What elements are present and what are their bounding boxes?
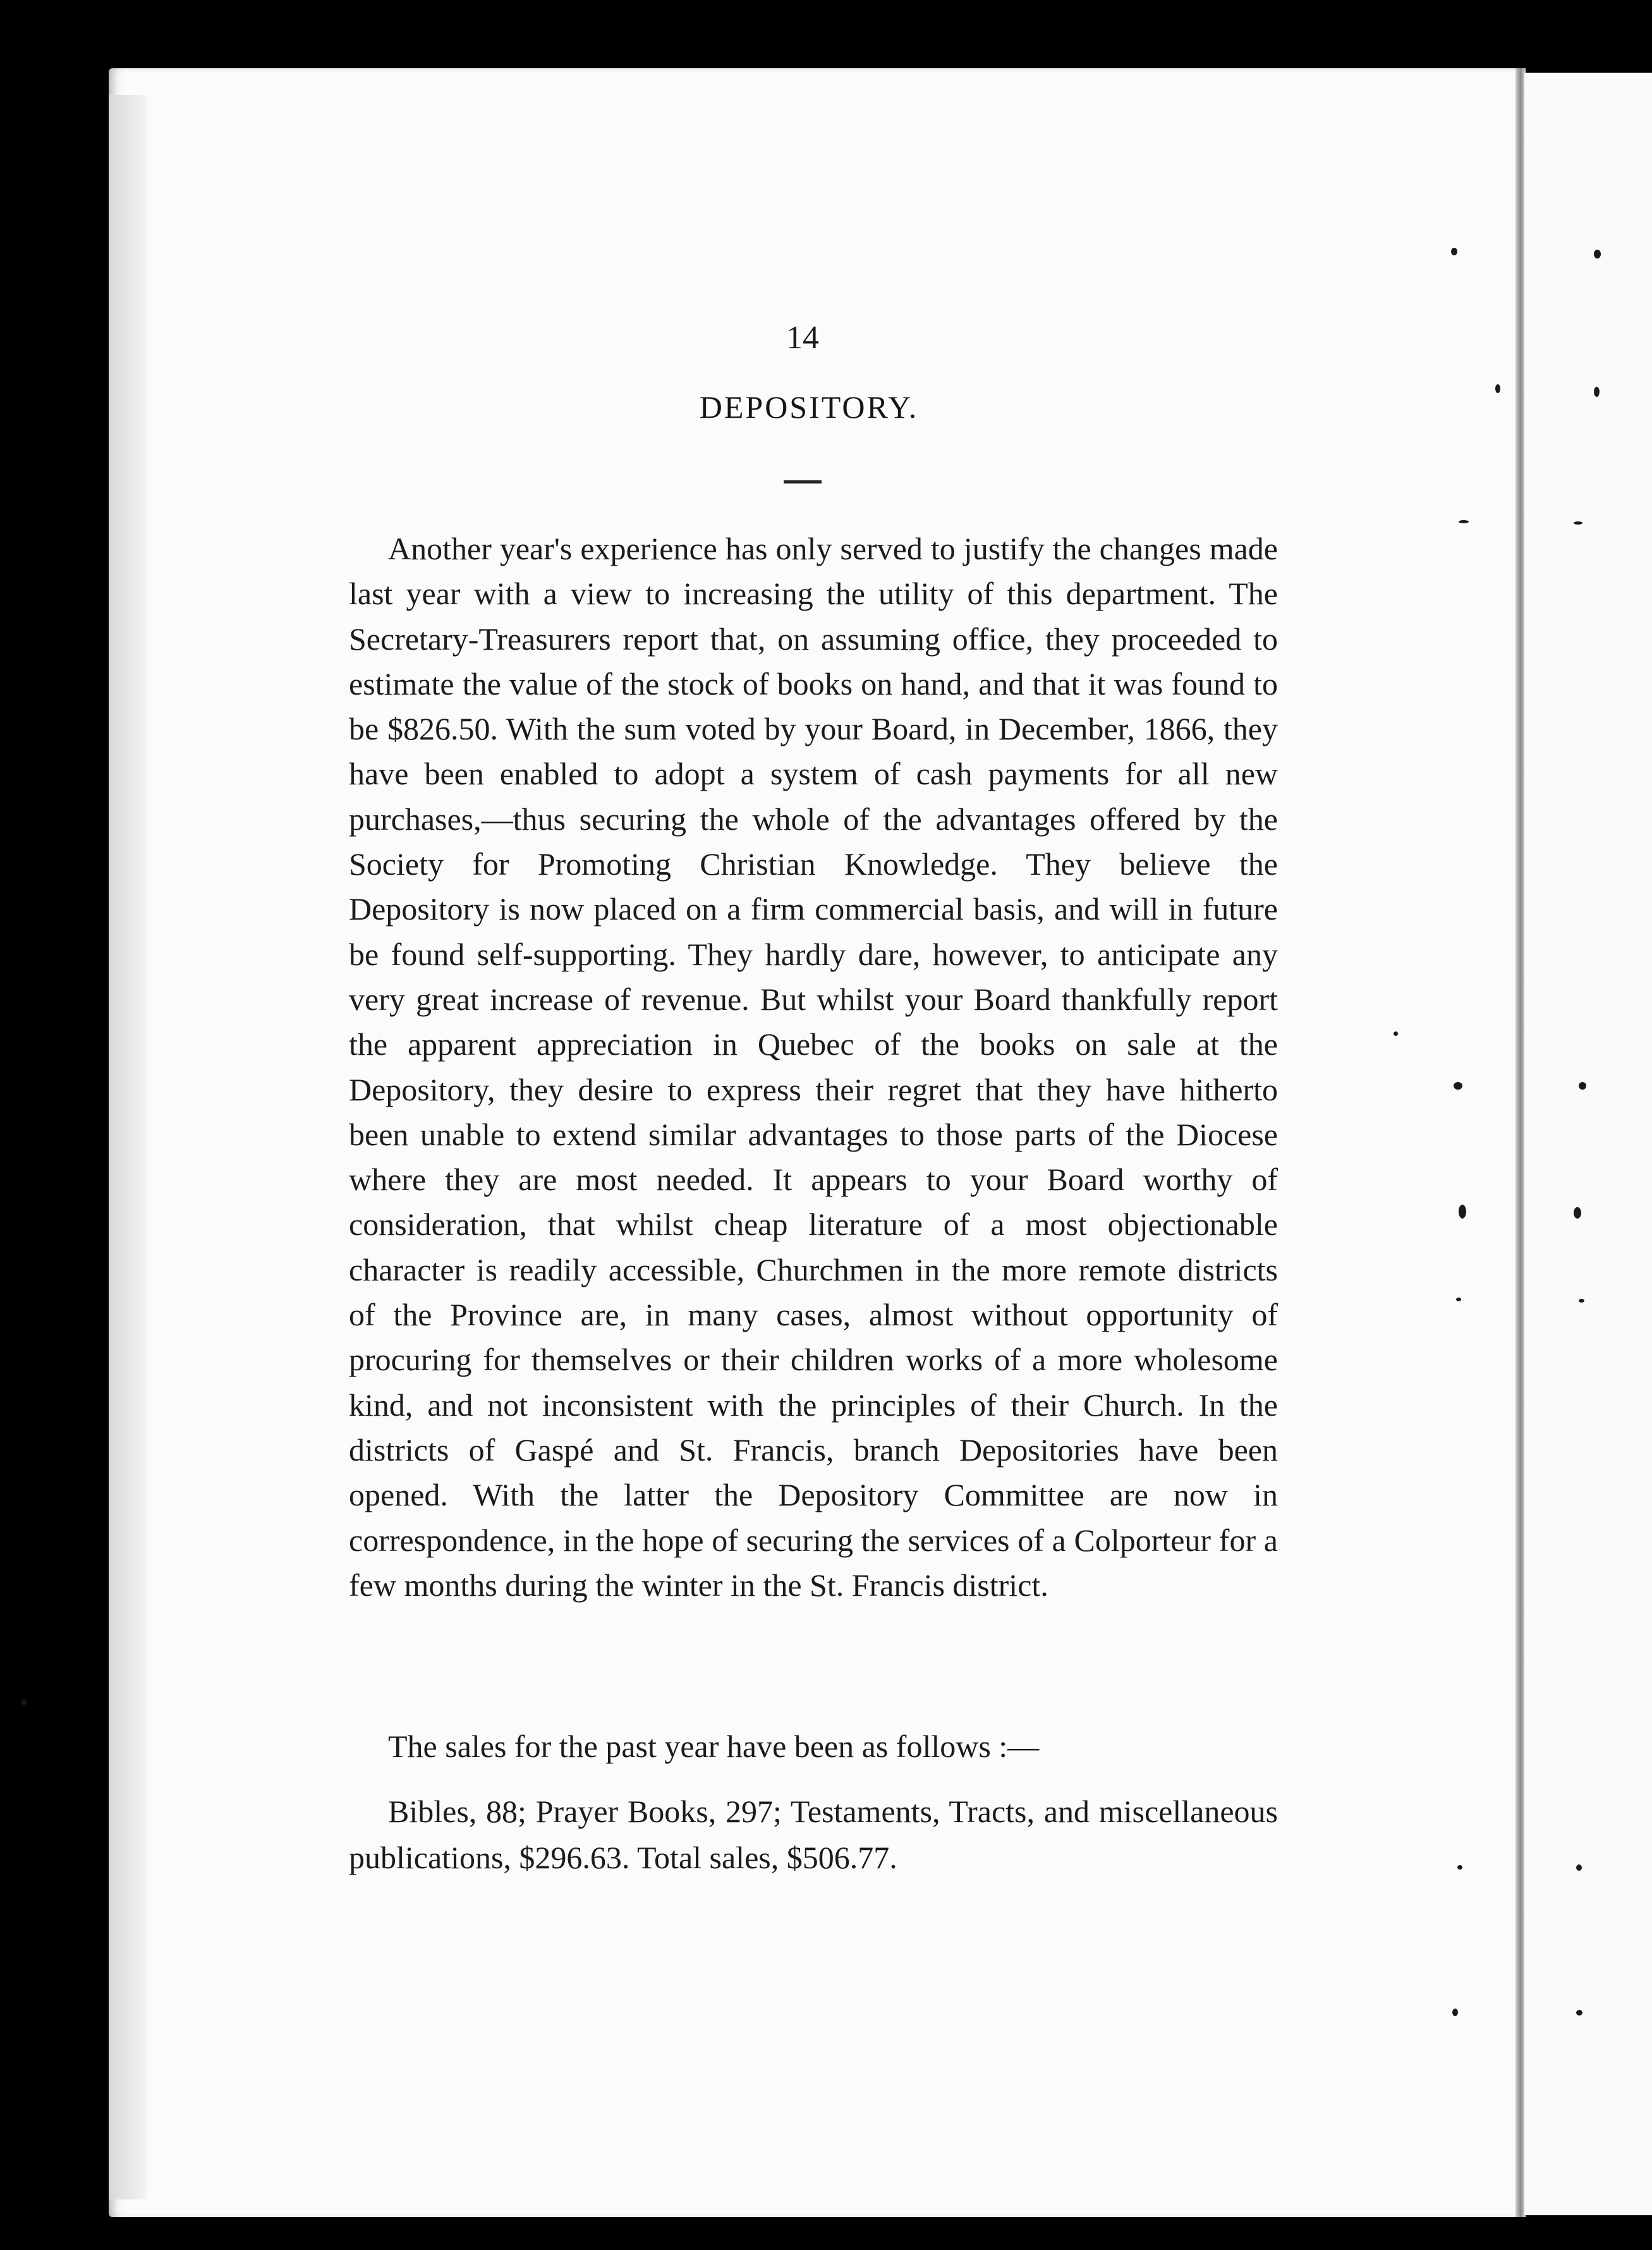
speck [1579, 1082, 1586, 1090]
speck [1579, 1299, 1584, 1303]
body-text [349, 526, 1278, 1608]
heading-rule [784, 480, 822, 483]
speck [1451, 248, 1457, 255]
speck [1452, 2009, 1458, 2016]
sales-detail: Bibles, 88; Prayer Books, 297; Testaments, Tracts, and miscellaneous publications, $296.63. Total sales, $506.77. [349, 1794, 1278, 1875]
speck [1576, 1864, 1582, 1871]
speck [1576, 2010, 1582, 2016]
speck [1454, 1082, 1462, 1090]
facing-page-edge [1524, 73, 1652, 2215]
speck [1594, 387, 1600, 397]
speck [21, 1700, 27, 1705]
speck [1394, 1031, 1398, 1036]
speck [1457, 1865, 1462, 1870]
speck [1574, 1207, 1581, 1219]
speck [1459, 1205, 1466, 1219]
section-heading: DEPOSITORY. [699, 389, 919, 425]
body-paragraph: Another year's experience has only served to justify the changes made last year with a view to increasing the utility of this department. The Secretary-Treasurers report that, on assuming office, they proceeded to estimate the value of the stock of books on hand, and that it was found to be $826.50. With the sum voted by your Board, in December, 1866, they have been enabled to adopt a system of cash payments for all new purchases,—thus securing the whole of the advantages offered by the Society for Promoting Christian Knowledge. They believe the Depository is now placed on a firm commercial basis, and will in future be found self-supporting. They hardly dare, however, to anticipate any very great increase of revenue. But whilst your Board thankfully report the apparent appreciation in Quebec of the books on sale at the Depository, they desire to express their regret that they have hitherto been unable to extend similar advantages to those parts of the Diocese where they are most needed. It appears to your Board worthy of consideration, that whilst cheap literature of a most objectionable character is readily accessible, Churchmen in the more remote districts of the Province are, in many cases, almost without opportunity of procuring for themselves or their children works of a more wholesome kind, and not inconsistent with the principles of their Church. In the districts of Gaspé and St. Francis, branch Depositories have been opened. With the latter the Depository Committee are now in correspondence, in the hope of securing the services of a Colporteur for a few months during the winter in the St. Francis district. [349, 531, 1278, 1603]
page-binding-edge [109, 95, 147, 2199]
speck [1574, 521, 1582, 525]
speck [1594, 250, 1601, 258]
speck [1495, 384, 1500, 393]
speck [1456, 1298, 1461, 1301]
page-number: 14 [786, 320, 819, 356]
sales-intro: The sales for the past year have been as follows :— [388, 1729, 1040, 1764]
speck [1459, 520, 1469, 523]
